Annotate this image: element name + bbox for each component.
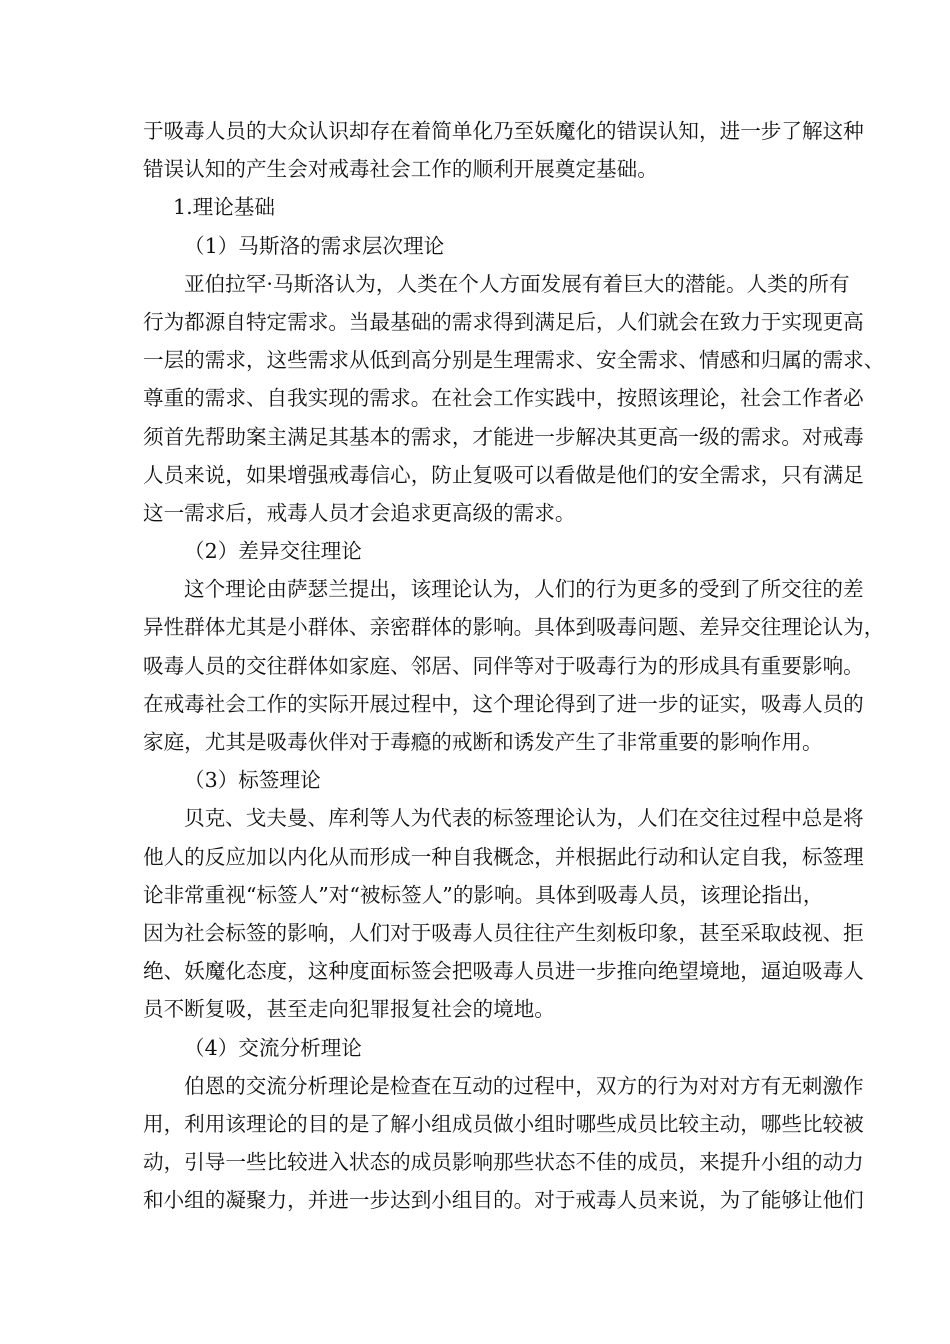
- text-line: 这一需求后，戒毒人员才会追求更高级的需求。: [143, 500, 576, 525]
- text-line: 须首先帮助案主满足其基本的需求，才能进一步解决其更高一级的需求。对戒毒: [143, 424, 864, 449]
- text-line: 这个理论由萨瑟兰提出，该理论认为，人们的行为更多的受到了所交往的差: [184, 577, 864, 602]
- text-line: 伯恩的交流分析理论是检查在互动的过程中，双方的行为对对方有无刺激作: [184, 1073, 864, 1098]
- text-line: 亚伯拉罕·马斯洛认为，人类在个人方面发展有着巨大的潜能。人类的所有: [184, 271, 850, 296]
- text-line: 和小组的凝聚力，并进一步达到小组目的。对于戒毒人员来说，为了能够让他们: [143, 1188, 864, 1213]
- text-line: 员不断复吸，甚至走向犯罪报复社会的境地。: [143, 997, 555, 1022]
- text-line: 绝、妖魔化态度，这种度面标签会把吸毒人员进一步推向绝望境地，逼迫吸毒人: [143, 959, 864, 984]
- paragraph-transactional-analysis: [143, 1067, 864, 1220]
- text-line: 吸毒人员的交往群体如家庭、邻居、同伴等对于吸毒行为的形成具有重要影响。: [143, 653, 864, 678]
- subheading-maslow: （1）马斯洛的需求层次理论: [184, 233, 445, 258]
- paragraph-maslow: [143, 265, 885, 532]
- subheading-labeling: （3）标签理论: [184, 768, 321, 793]
- text-line: 贝克、戈夫曼、库利等人为代表的标签理论认为，人们在交往过程中总是将: [184, 806, 864, 831]
- text-line: 因为社会标签的影响，人们对于吸毒人员往往产生刻板印象，甚至采取歧视、拒: [143, 920, 864, 945]
- subheading-differential-association: （2）差异交往理论: [184, 539, 362, 564]
- text-line: 用，利用该理论的目的是了解小组成员做小组时哪些成员比较主动，哪些比较被: [143, 1111, 864, 1136]
- text-line: 论非常重视“标签人”对“被标签人”的影响。具体到吸毒人员，该理论指出，: [143, 882, 824, 907]
- paragraph-differential-association: [143, 570, 885, 761]
- text-line: 一层的需求，这些需求从低到高分别是生理需求、安全需求、情感和归属的需求、: [143, 348, 885, 373]
- text-line: 动，引导一些比较进入状态的成员影响那些状态不佳的成员，来提升小组的动力: [143, 1150, 864, 1175]
- text-line: 于吸毒人员的大众认识却存在着简单化乃至妖魔化的错误认知，进一步了解这种: [143, 119, 864, 143]
- subheading-transactional-analysis: （4）交流分析理论: [184, 1035, 362, 1060]
- text-line: 家庭，尤其是吸毒伙伴对于毒瘾的戒断和诱发产生了非常重要的影响作用。: [143, 730, 823, 754]
- text-line: 在戒毒社会工作的实际开展过程中，这个理论得到了进一步的证实，吸毒人员的: [143, 691, 864, 716]
- text-line: 人员来说，如果增强戒毒信心，防止复吸可以看做是他们的安全需求，只有满足: [143, 462, 864, 487]
- text-line: 行为都源自特定需求。当最基础的需求得到满足后，人们就会在致力于实现更高: [143, 309, 864, 334]
- text-line: 错误认知的产生会对戒毒社会工作的顺利开展奠定基础。: [143, 157, 658, 182]
- paragraph-labeling: [143, 799, 864, 1028]
- text-line: 他人的反应加以内化从而形成一种自我概念，并根据此行动和认定自我，标签理: [143, 844, 864, 869]
- heading-theoretical-basis: 1.理论基础: [173, 195, 276, 220]
- text-line: 异性群体尤其是小群体、亲密群体的影响。具体到吸毒问题、差异交往理论认为，: [143, 615, 885, 640]
- text-line: 尊重的需求、自我实现的需求。在社会工作实践中，按照该理论，社会工作者必: [143, 386, 864, 411]
- paragraph-intro-continued: [143, 112, 864, 188]
- document-page: [143, 112, 885, 1219]
